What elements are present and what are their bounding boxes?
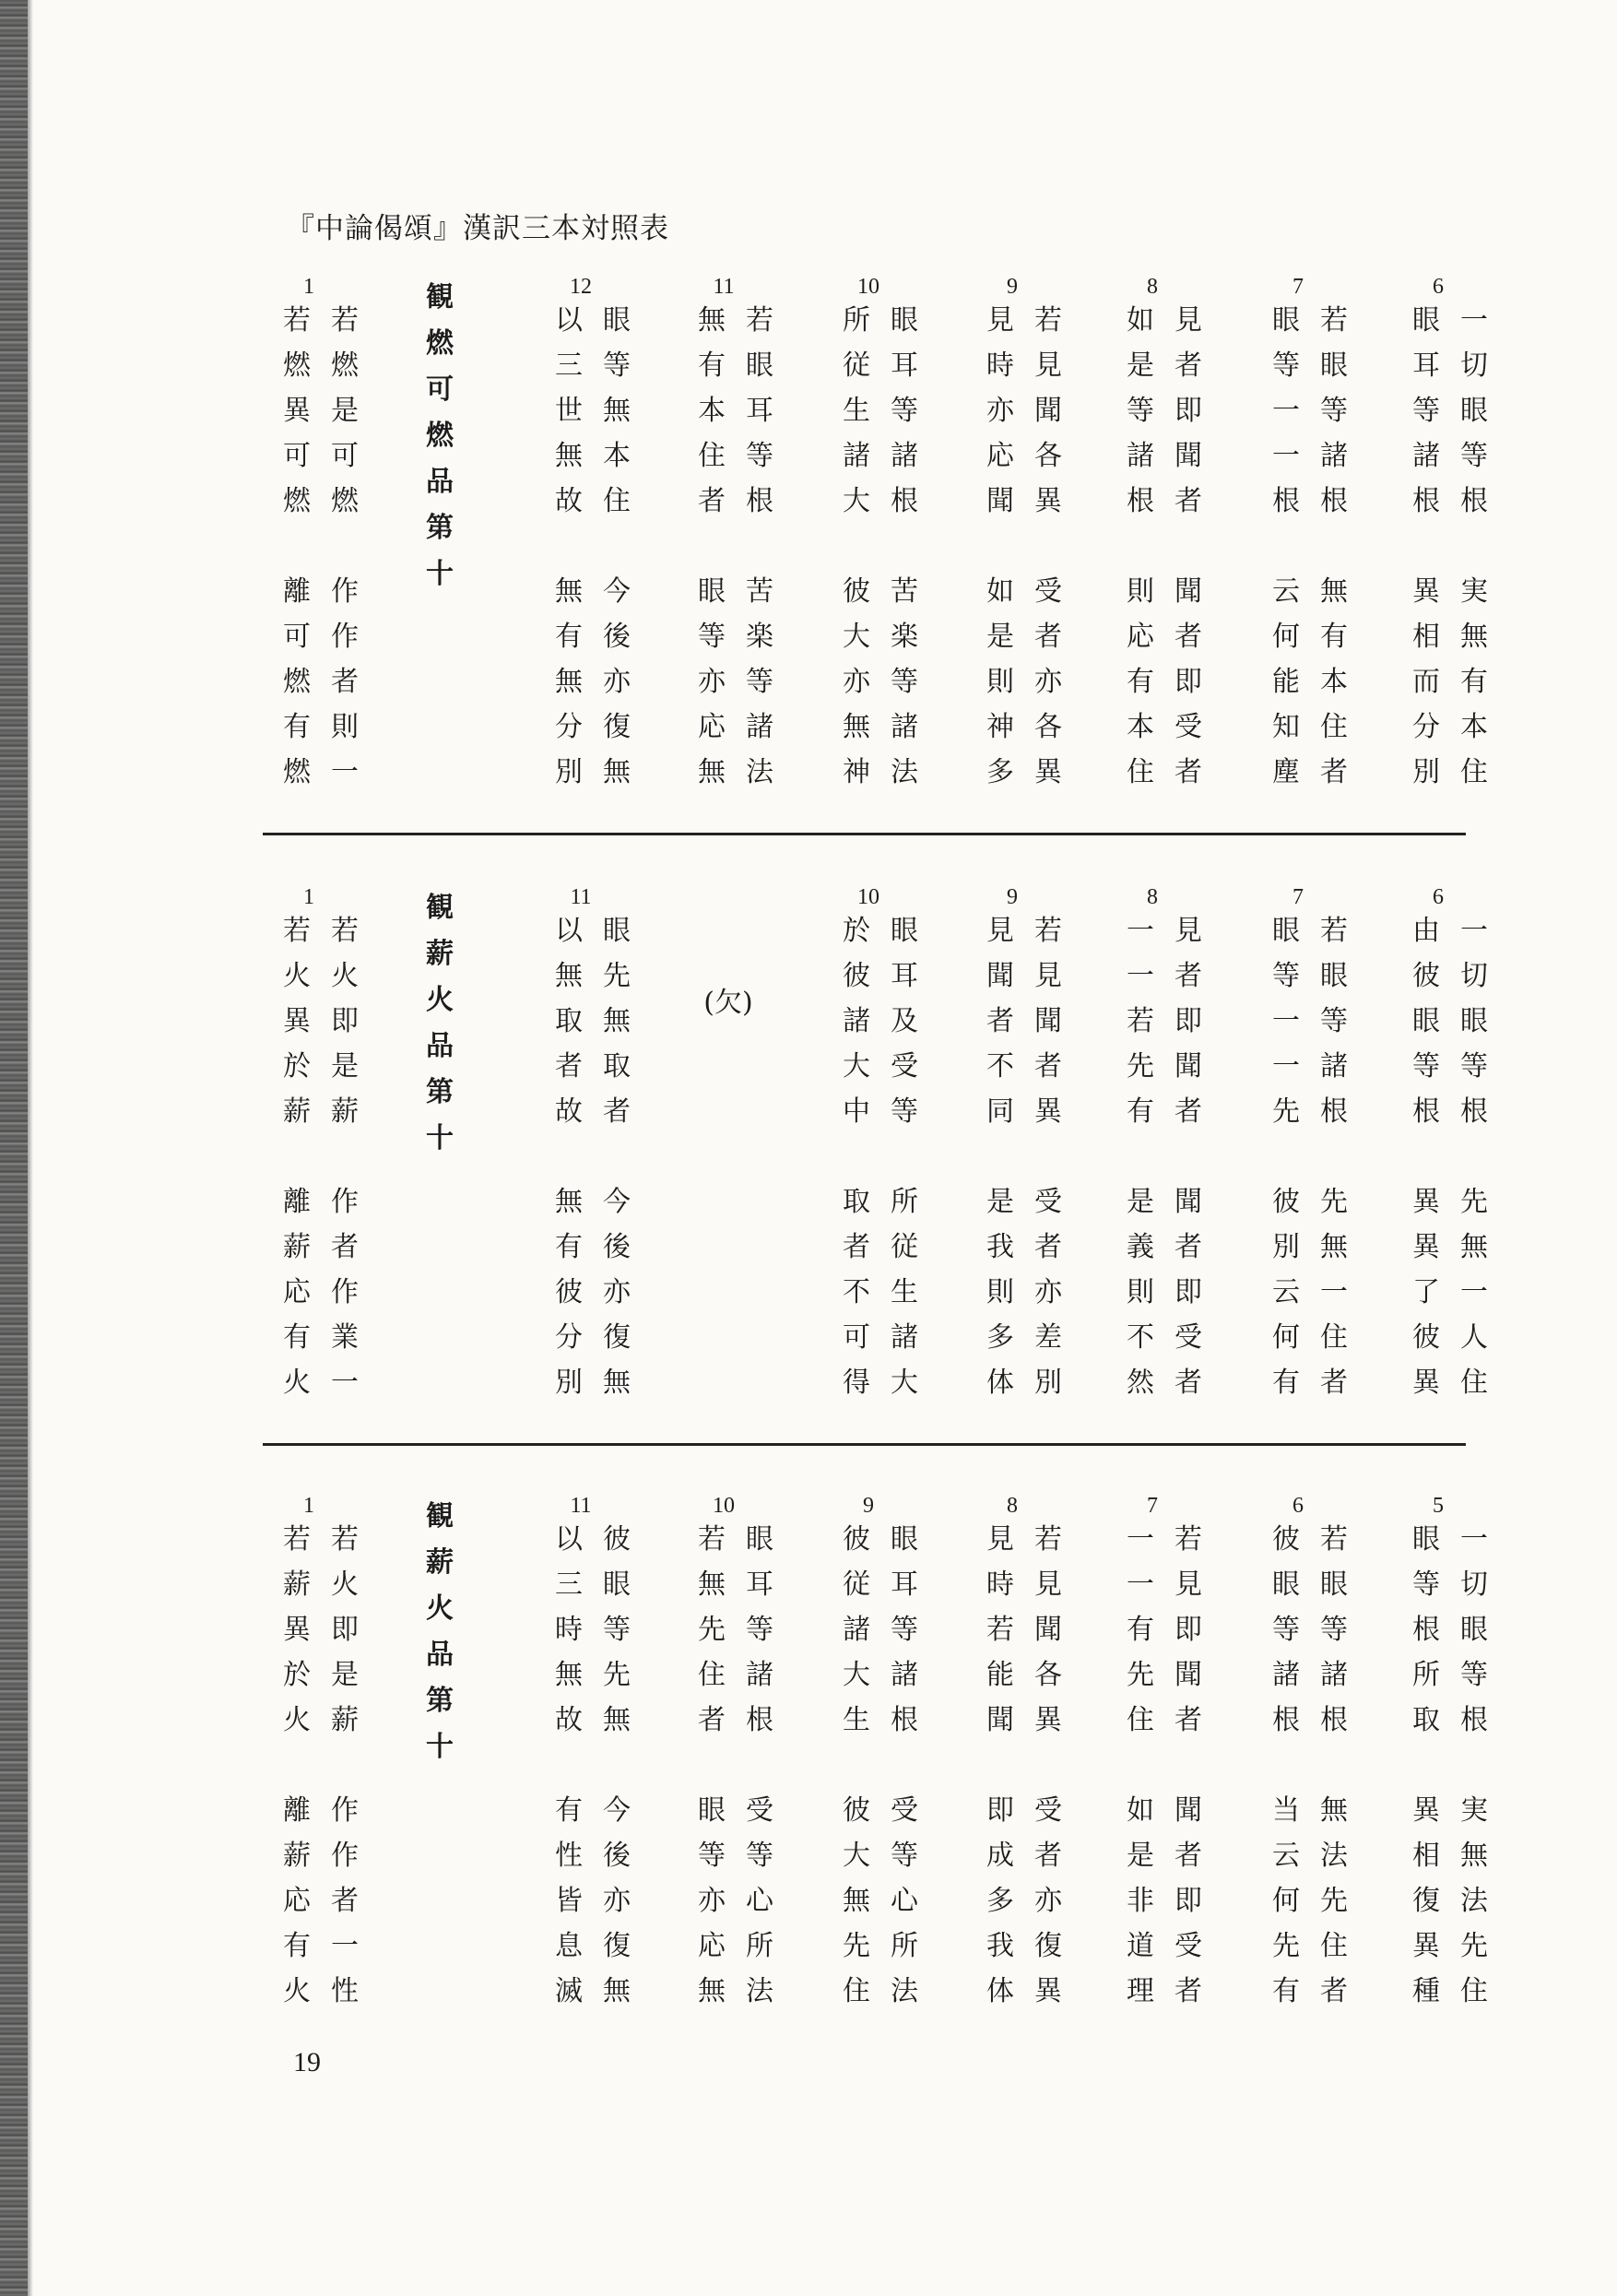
verse-line: 有今: [555, 1794, 651, 1827]
verse-line: 若若: [283, 915, 379, 947]
verse-line: 等楽: [698, 621, 794, 653]
verse-line: 住等: [698, 440, 794, 472]
section-divider: [263, 833, 1466, 835]
verse-line: 見若: [986, 915, 1082, 947]
verse-line: 薪作: [283, 1840, 379, 1872]
verse-line: 彼亦: [555, 1276, 651, 1308]
verse-line: 燃燃: [283, 349, 379, 382]
verse-number: 6: [1433, 275, 1444, 299]
verse-line: 等切: [1412, 1568, 1508, 1601]
verse-line: 応者: [283, 1885, 379, 1917]
verse-number: 10: [857, 275, 879, 299]
verse-line: 大等: [843, 1840, 938, 1872]
verse-line: 一見: [1127, 1568, 1222, 1601]
verse-number: 7: [1292, 275, 1304, 299]
verse-number: 12: [570, 275, 592, 299]
verse-line: 有者: [1127, 1095, 1222, 1128]
verse-line: 能本: [1272, 666, 1368, 698]
verse-line: 先聞: [1127, 1050, 1222, 1083]
verse-line: 相無: [1412, 1840, 1508, 1872]
verse-line: 可作: [283, 621, 379, 653]
verse-line: 世無: [555, 395, 651, 427]
verse-line: 先住: [1272, 1930, 1368, 1962]
verse-line: 如受: [986, 575, 1082, 608]
verse-line: 等等: [698, 1840, 794, 1872]
verse-line: 応所: [698, 1930, 794, 1962]
verse-number: 10: [713, 1494, 735, 1518]
verse-number: 7: [1292, 885, 1304, 909]
verse-line: 無若: [698, 304, 794, 337]
verse-line: 生根: [843, 1704, 938, 1736]
verse-line: 彼人: [1412, 1321, 1508, 1354]
verse-line: 別無: [555, 1367, 651, 1399]
verse-line: 根根: [1272, 485, 1368, 517]
verse-number: 7: [1147, 1494, 1158, 1518]
verse-line: 聞見: [986, 960, 1082, 992]
chapter-title: 観薪火品第十: [426, 1500, 454, 1763]
verse-line: 眼受: [698, 1794, 794, 1827]
verse-line: 先等: [698, 1614, 794, 1646]
verse-line: 云法: [1272, 1840, 1368, 1872]
verse-line: 一者: [1127, 960, 1222, 992]
verse-line: 則聞: [1127, 575, 1222, 608]
verse-line: 無耳: [698, 1568, 794, 1601]
verse-line: 等即: [1127, 395, 1222, 427]
verse-line: 根根: [1412, 485, 1508, 517]
verse-line: 異先: [1412, 1186, 1508, 1218]
verse-line: 所等: [1412, 1659, 1508, 1691]
verse-line: 若若: [283, 304, 379, 337]
verse-number: 8: [1007, 1494, 1018, 1518]
verse-line: 取根: [1412, 1704, 1508, 1736]
verse-line: 我者: [986, 1231, 1082, 1263]
verse-line: 以眼: [555, 304, 651, 337]
verse-number: 11: [570, 885, 592, 909]
verse-line: 分復: [555, 1321, 651, 1354]
verse-line: 有即: [1127, 1614, 1222, 1646]
verse-line: 非即: [1127, 1885, 1222, 1917]
verse-line: 異即: [283, 1614, 379, 1646]
verse-line: 一若: [1127, 1523, 1222, 1556]
verse-line: 者取: [555, 1050, 651, 1083]
verse-line: 本耳: [698, 395, 794, 427]
verse-line: 若聞: [986, 1614, 1082, 1646]
verse-line: 燃者: [283, 666, 379, 698]
verse-line: 眼眼: [1272, 1568, 1368, 1601]
verse-line: 故者: [555, 1095, 651, 1128]
verse-line: 亦心: [698, 1885, 794, 1917]
verse-line: 無先: [555, 960, 651, 992]
verse-line: 不者: [986, 1050, 1082, 1083]
verse-line: 神法: [843, 756, 938, 788]
verse-line: 若眼: [698, 1523, 794, 1556]
verse-line: 燃一: [283, 756, 379, 788]
verse-line: 以眼: [555, 915, 651, 947]
verse-line: 根根: [1412, 1095, 1508, 1128]
verse-line: 火薪: [283, 1704, 379, 1736]
verse-line: 多亦: [986, 1885, 1082, 1917]
verse-line: 有即: [1127, 666, 1222, 698]
verse-line: 彼若: [1272, 1523, 1368, 1556]
verse-line: 多異: [986, 756, 1082, 788]
verse-line: 有後: [555, 621, 651, 653]
verse-line: 有者: [1272, 1975, 1368, 2007]
verse-line: 等眼: [1272, 960, 1368, 992]
verse-line: 於是: [283, 1050, 379, 1083]
verse-line: 別無: [1272, 1231, 1368, 1263]
verse-line: 無先: [555, 1659, 651, 1691]
verse-line: 従耳: [843, 1568, 938, 1601]
verse-number: 1: [303, 1494, 314, 1518]
verse-line: 不受: [1127, 1321, 1222, 1354]
verse-line: 云一: [1272, 1276, 1368, 1308]
verse-line: 眼眼: [1412, 1005, 1508, 1037]
verse-line: 別住: [1412, 756, 1508, 788]
verse-line: 火火: [283, 960, 379, 992]
verse-line: 先所: [843, 1930, 938, 1962]
verse-line: 相無: [1412, 621, 1508, 653]
verse-line: 大諸: [843, 1659, 938, 1691]
verse-line: 見若: [986, 304, 1082, 337]
section-divider: [263, 1443, 1466, 1446]
verse-line: 等等: [1412, 1050, 1508, 1083]
verse-line: 住法: [843, 1975, 938, 2007]
verse-line: 住者: [1127, 756, 1222, 788]
verse-line: 種住: [1412, 1975, 1508, 2007]
verse-line: 異是: [283, 395, 379, 427]
verse-line: 生等: [843, 395, 938, 427]
verse-line: 大楽: [843, 621, 938, 653]
verse-line: 根眼: [1412, 1614, 1508, 1646]
verse-line: 応作: [283, 1276, 379, 1308]
verse-line: 是者: [1127, 1840, 1222, 1872]
verse-line: 彼眼: [843, 1523, 938, 1556]
verse-line: 有業: [283, 1321, 379, 1354]
verse-line: 者聞: [986, 1005, 1082, 1037]
verse-line: 別無: [555, 756, 651, 788]
verse-line: 大根: [843, 485, 938, 517]
verse-number: 11: [570, 1494, 592, 1518]
verse-line: 則亦: [986, 1276, 1082, 1308]
verse-line: 有後: [555, 1231, 651, 1263]
verse-line: 彼切: [1412, 960, 1508, 992]
verse-line: 諸等: [1412, 440, 1508, 472]
page-number: 19: [293, 2047, 321, 2077]
verse-line: 一等: [1272, 1005, 1368, 1037]
verse-line: 時見: [986, 1568, 1082, 1601]
missing-marker: (欠): [703, 987, 753, 1019]
verse-line: 異実: [1412, 575, 1508, 608]
verse-line: 離作: [283, 1794, 379, 1827]
verse-line: 是受: [986, 1186, 1082, 1218]
verse-line: 時見: [986, 349, 1082, 382]
verse-line: 応諸: [698, 711, 794, 743]
verse-line: 我復: [986, 1930, 1082, 1962]
verse-line: 故住: [555, 485, 651, 517]
verse-line: 三眼: [555, 1568, 651, 1601]
verse-line: 当無: [1272, 1794, 1368, 1827]
verse-line: 亦等: [843, 666, 938, 698]
verse-line: 等眼: [1272, 349, 1368, 382]
verse-line: 聞異: [986, 1704, 1082, 1736]
verse-line: 如見: [1127, 304, 1222, 337]
verse-number: 1: [303, 885, 314, 909]
section-kan-nen-kanen: [0, 275, 1617, 791]
verse-line: 即受: [986, 1794, 1082, 1827]
verse-line: 薪火: [283, 1568, 379, 1601]
verse-line: 而有: [1412, 666, 1508, 698]
verse-line: 一諸: [1272, 440, 1368, 472]
verse-line: 若即: [1127, 1005, 1222, 1037]
verse-line: 異先: [1412, 1930, 1508, 1962]
verse-line: 異住: [1412, 1367, 1508, 1399]
verse-line: 無今: [555, 575, 651, 608]
verse-line: 諸諸: [843, 440, 938, 472]
verse-line: 火一: [283, 1367, 379, 1399]
verse-number: 1: [303, 275, 314, 299]
verse-line: 了一: [1412, 1276, 1508, 1308]
verse-line: 一諸: [1272, 1050, 1368, 1083]
verse-number: 5: [1433, 1494, 1444, 1518]
verse-line: 理者: [1127, 1975, 1222, 2007]
verse-line: 無諸: [843, 711, 938, 743]
verse-line: 多差: [986, 1321, 1082, 1354]
verse-number: 9: [1007, 885, 1018, 909]
verse-line: 眼一: [1412, 304, 1508, 337]
verse-line: 云無: [1272, 575, 1368, 608]
verse-line: 根者: [1127, 485, 1222, 517]
verse-line: 眼一: [1412, 1523, 1508, 1556]
verse-line: 薪薪: [283, 1095, 379, 1128]
verse-line: 故無: [555, 1704, 651, 1736]
verse-line: 異無: [1412, 1231, 1508, 1263]
verse-line: 道受: [1127, 1930, 1222, 1962]
verse-line: 何住: [1272, 1321, 1368, 1354]
verse-line: 成者: [986, 1840, 1082, 1872]
verse-line: 無本: [555, 440, 651, 472]
verse-line: 能各: [986, 1659, 1082, 1691]
verse-line: 一等: [1272, 395, 1368, 427]
verse-line: 無心: [843, 1885, 938, 1917]
verse-line: 無今: [555, 1186, 651, 1218]
verse-line: 先根: [1272, 1095, 1368, 1128]
verse-line: 可諸: [843, 1321, 938, 1354]
verse-line: 燃燃: [283, 485, 379, 517]
page-title: 『中論偈頌』漢訳三本対照表: [286, 212, 669, 245]
verse-line: 薪者: [283, 1231, 379, 1263]
verse-line: 従耳: [843, 349, 938, 382]
verse-line: 所眼: [843, 304, 938, 337]
verse-line: 如聞: [1127, 1794, 1222, 1827]
verse-line: 体別: [986, 1367, 1082, 1399]
verse-line: 塵者: [1272, 756, 1368, 788]
verse-line: 離作: [283, 1186, 379, 1218]
verse-line: 彼先: [1272, 1186, 1368, 1218]
verse-line: 復法: [1412, 1885, 1508, 1917]
section-kan-shin-ka-1: [0, 885, 1617, 1402]
verse-line: 性後: [555, 1840, 651, 1872]
verse-line: 無法: [698, 1975, 794, 2007]
verse-line: 取無: [555, 1005, 651, 1037]
verse-line: 亦聞: [986, 395, 1082, 427]
verse-line: 体異: [986, 1975, 1082, 2007]
verse-line: 諸及: [843, 1005, 938, 1037]
verse-line: 則亦: [986, 666, 1082, 698]
verse-line: 一見: [1127, 915, 1222, 947]
verse-line: 滅無: [555, 1975, 651, 2007]
verse-line: 諸聞: [1127, 440, 1222, 472]
verse-line: 見若: [986, 1523, 1082, 1556]
verse-line: 是者: [986, 621, 1082, 653]
verse-line: 者根: [698, 485, 794, 517]
verse-number: 6: [1292, 1494, 1304, 1518]
verse-line: 有者: [1272, 1367, 1368, 1399]
verse-line: 者根: [698, 1704, 794, 1736]
verse-line: 得大: [843, 1367, 938, 1399]
verse-line: 有一: [283, 1930, 379, 1962]
verse-line: 息復: [555, 1930, 651, 1962]
verse-line: 彼苦: [843, 575, 938, 608]
verse-line: 三等: [555, 349, 651, 382]
verse-line: 大受: [843, 1050, 938, 1083]
verse-line: 者従: [843, 1231, 938, 1263]
verse-line: 是者: [1127, 349, 1222, 382]
verse-line: 火性: [283, 1975, 379, 2007]
verse-line: 神各: [986, 711, 1082, 743]
verse-line: 分復: [555, 711, 651, 743]
verse-line: 中等: [843, 1095, 938, 1128]
verse-line: 於眼: [843, 915, 938, 947]
verse-number: 10: [857, 885, 879, 909]
verse-line: 等等: [1272, 1614, 1368, 1646]
verse-line: 由一: [1412, 915, 1508, 947]
verse-line: 先聞: [1127, 1659, 1222, 1691]
verse-line: 有眼: [698, 349, 794, 382]
verse-line: 何先: [1272, 1885, 1368, 1917]
verse-line: 彼耳: [843, 960, 938, 992]
verse-line: 然者: [1127, 1367, 1222, 1399]
verse-line: 聞異: [986, 485, 1082, 517]
verse-line: 何有: [1272, 621, 1368, 653]
verse-line: 皆亦: [555, 1885, 651, 1917]
verse-line: 亦等: [698, 666, 794, 698]
verse-line: 等眼: [1412, 395, 1508, 427]
verse-line: 離作: [283, 575, 379, 608]
verse-number: 9: [1007, 275, 1018, 299]
verse-line: 異即: [283, 1005, 379, 1037]
verse-line: 無亦: [555, 666, 651, 698]
verse-line: 住者: [1127, 1704, 1222, 1736]
verse-line: 耳切: [1412, 349, 1508, 382]
verse-number: 11: [713, 275, 735, 299]
verse-line: 不生: [843, 1276, 938, 1308]
verse-line: 諸諸: [1272, 1659, 1368, 1691]
chapter-title: 観燃可燃品第十: [426, 281, 454, 590]
verse-line: 以彼: [555, 1523, 651, 1556]
verse-number: 8: [1147, 885, 1158, 909]
verse-line: 知住: [1272, 711, 1368, 743]
section-kan-shin-ka-2: [0, 1494, 1617, 2010]
verse-line: 彼受: [843, 1794, 938, 1827]
verse-line: 時等: [555, 1614, 651, 1646]
verse-line: 同異: [986, 1095, 1082, 1128]
verse-line: 応者: [1127, 621, 1222, 653]
verse-line: 取所: [843, 1186, 938, 1218]
verse-line: 眼苦: [698, 575, 794, 608]
verse-line: 根根: [1272, 1704, 1368, 1736]
verse-line: 応各: [986, 440, 1082, 472]
verse-number: 9: [863, 1494, 874, 1518]
verse-line: 可可: [283, 440, 379, 472]
verse-line: 眼若: [1272, 304, 1368, 337]
verse-line: 諸等: [843, 1614, 938, 1646]
verse-line: 無法: [698, 756, 794, 788]
verse-line: 異実: [1412, 1794, 1508, 1827]
verse-line: 本受: [1127, 711, 1222, 743]
verse-line: 若若: [283, 1523, 379, 1556]
verse-line: 是聞: [1127, 1186, 1222, 1218]
verse-line: 有則: [283, 711, 379, 743]
verse-line: 分本: [1412, 711, 1508, 743]
verse-number: 8: [1147, 275, 1158, 299]
verse-line: 則即: [1127, 1276, 1222, 1308]
verse-number: 6: [1433, 885, 1444, 909]
verse-line: 眼若: [1272, 915, 1368, 947]
verse-line: 義者: [1127, 1231, 1222, 1263]
verse-line: 於是: [283, 1659, 379, 1691]
chapter-title: 観薪火品第十: [426, 892, 454, 1154]
verse-line: 住諸: [698, 1659, 794, 1691]
